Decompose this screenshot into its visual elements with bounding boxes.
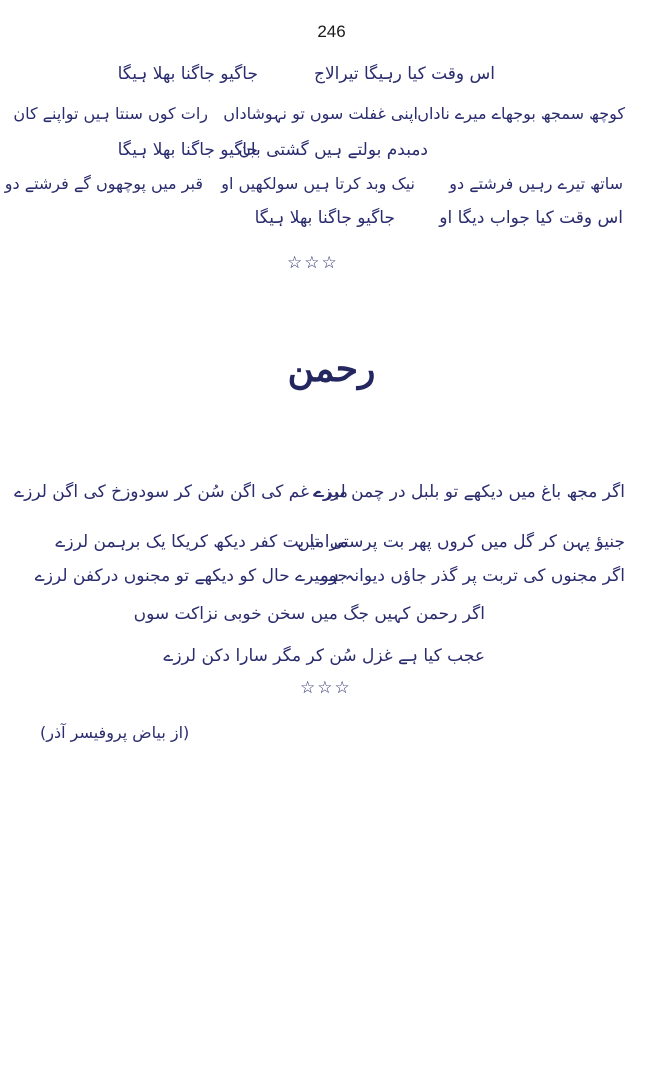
verse-line: اگر مجھ باغ میں دیکھے تو بلبل در چمن لرزے <box>312 482 625 502</box>
verse-line: اس وقت کیا جواب دیگا او <box>439 208 623 228</box>
star-separator: ☆☆☆ <box>287 253 339 273</box>
verse-line: کوچھ سمجھ بوجھاے میرے ناداں <box>417 104 625 123</box>
poem-title: رحمن <box>287 348 376 390</box>
verse-line: اس وقت کیا رہیگا تیرالاج <box>313 64 495 84</box>
closing-line: عجب کیا ہے غزل سُن کر مگر سارا دکن لرزے <box>163 646 485 666</box>
star-separator: ☆☆☆ <box>300 678 352 698</box>
source-citation: (از بیاض پروفیسر آذر) <box>40 723 190 742</box>
verse-line: جاگیو جاگنا بھلا ہیگا <box>117 140 258 160</box>
verse-line: جنیؤ پہن کر گل میں کروں پھر بت پرستی میں <box>297 532 625 552</box>
verse-line: اگر مجنوں کی تربت پر گذر جاؤں دیوانہ ہو <box>320 566 625 586</box>
verse-line: میرے غم کی اگن سُن کر سودوزخ کی اگن لرزے <box>14 482 348 502</box>
closing-line: اگر رحمن کہیں جگ میں سخن خوبی نزاکت سوں <box>133 604 485 624</box>
verse-line: ساتھ تیرے رہیں فرشتے دو <box>449 174 623 193</box>
verse-line: دمبدم بولتے ہیں گشتی بان <box>238 140 428 160</box>
verse-line: جاگیو جاگنا بھلا ہیگا <box>254 208 395 228</box>
page-number: 246 <box>317 22 346 41</box>
verse-line: قبر میں پوچھوں گے فرشتے دو <box>4 174 203 193</box>
verse-line: جاگیو جاگنا بھلا ہیگا <box>117 64 258 84</box>
verse-line: مرا تا بت کفر دیکھ کریکا یک برہمن لرزے <box>55 532 348 552</box>
verse-line: نیک وبد کرتا ہیں سولکھیں او <box>221 174 415 193</box>
verse-line: رات کوں سنتا ہیں تواپنے کان <box>13 104 208 123</box>
verse-line: جومیرے حال کو دیکھے تو مجنوں درکفن لرزے <box>34 566 348 586</box>
verse-line: اپنی غفلت سوں تو نہوشاداں <box>223 104 418 123</box>
